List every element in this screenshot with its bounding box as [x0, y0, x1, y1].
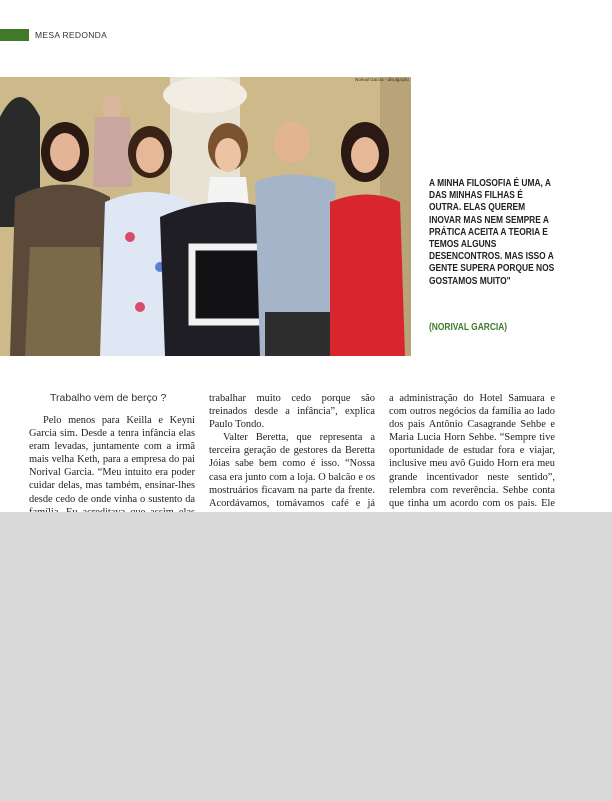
section-color-tab	[0, 29, 29, 41]
pull-quote-author: (NORIVAL GARCIA)	[429, 322, 508, 333]
article-subhead: Trabalho vem de berço ?	[50, 392, 167, 404]
gray-overlay-notch	[270, 518, 280, 524]
pull-quote: A MINHA FILOSOFIA É UMA, A DAS MINHAS FILHAS É OUTRA. ELAS QUEREM INOVAR MAS NEM SEMPRE A PRÁTICA ACEITA A TEORIA E TEMOS ALGUNS DESENCONTROS. MAS ISSO A GENTE SUPERA PORQUE NOS GOSTAMOS MUITO"	[429, 178, 555, 287]
article-paragraph: trabalhar muito cedo porque são treinados desde a infância”, explica Paulo Tondo.	[209, 393, 375, 431]
article-column-3	[389, 392, 555, 523]
section-label: MESA REDONDA	[35, 30, 108, 40]
article-column-1	[29, 392, 195, 532]
gray-overlay	[0, 512, 612, 801]
article-paragraph: a administração do Hotel Samuara e com outros negócios da família ao lado dos pais Antônio Casagrande Sehbe e Maria Lucia Horn Sehbe. “Sempre tive oportunidade de estudar fora e viajar, inclusive meu avô Guido Horn era meu grande incentivador neste sentido”, relembra com reverência. Sehbe conta que tinha um acordo com os pais. Ele	[389, 393, 555, 509]
article-paragraph: Pelo menos para Keilla e Keyni Garcia sim. Desde a tenra infância elas eram levadas, juntamente com a irmã mais velha Keth, para a empresa do pai Norival Garcia. “Meu intuito era poder cuidar delas, mas também, ensinar-lhes desde cedo de onde vinha o sustento da	[29, 415, 195, 505]
article-paragraph: Valter Beretta, que representa a terceira geração de gestores da Beretta Jóias sabe bem como é isso. “Nossa casa era junto com a loja. O balcão e os mostruários ficavam na parte da frente. Acordávamos, tomávamos café e já	[209, 432, 375, 509]
photo-credit: Norival Garcia - divulgação	[354, 77, 409, 82]
family-photo	[0, 77, 411, 356]
